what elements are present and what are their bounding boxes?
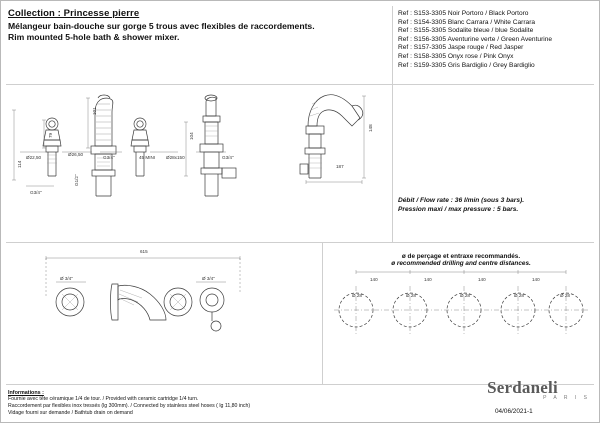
title-english: Rim mounted 5-hole bath & shower mixer. <box>8 32 180 42</box>
reference-item: Ref : S154-3305 Blanc Carrara / White Carrara <box>398 18 536 26</box>
revision-date: 04/06/2021-1 <box>495 408 533 415</box>
dim-plan-d34-2: Ø 3/4" <box>202 276 215 281</box>
reference-item: Ref : S158-3305 Onyx rose / Pink Onyx <box>398 52 514 60</box>
dim-side-height: 148 <box>368 124 373 132</box>
drilling-title-fr: ø de perçage et entraxe recommandés. <box>401 253 521 260</box>
dim-front-handle-small: 79 <box>48 132 53 138</box>
brand-name: Serdaneli <box>487 378 558 397</box>
dim-plan-d34-1: Ø 3/4" <box>60 276 73 281</box>
vertical-divider-main <box>392 84 393 242</box>
dim-d28: Ø28x150 <box>166 155 185 160</box>
dim-drill-hole-1: Ø 28 <box>352 293 362 298</box>
title-block <box>8 8 378 43</box>
reference-list <box>398 10 594 70</box>
dim-g12: G1/2" <box>74 174 79 186</box>
dim-plan-total: 615 <box>140 249 148 254</box>
vertical-divider-header <box>392 6 393 84</box>
dim-g34-a: G3/4" <box>103 155 115 160</box>
dim-drill-space-3: 140 <box>478 277 486 282</box>
dim-g34-b: G3/4" <box>222 155 234 160</box>
dim-d26: Ø26,50 <box>68 152 84 157</box>
information-line: Raccordement par flexibles inox tressés (lg 300mm). / Connected by stainless steel hoses ( lg 11,80 inch) <box>8 403 251 409</box>
dim-drill-space-1: 140 <box>370 277 378 282</box>
dim-side-length: 187 <box>336 164 344 169</box>
dim-drill-hole-4: Ø 28 <box>514 293 524 298</box>
dim-front-spout-height: 101 <box>92 107 97 115</box>
reference-item: Ref : S153-3305 Noir Portoro / Black Portoro <box>398 10 529 17</box>
vertical-divider-lower <box>322 242 323 384</box>
flow-rate-line: Débit / Flow rate : 36 l/min (sous 3 bars). <box>398 197 525 204</box>
dim-drill-space-4: 140 <box>532 277 540 282</box>
dim-drill-space-2: 140 <box>424 277 432 282</box>
dim-drill-hole-2: Ø 28 <box>406 293 416 298</box>
dim-drill-hole-3: Ø 28 <box>460 293 470 298</box>
brand-logo <box>455 378 590 401</box>
dim-d22: Ø22,50 <box>26 155 42 160</box>
dim-d45: 45 MINI <box>139 155 156 160</box>
information-block <box>8 390 338 417</box>
brand-subtitle: P A R I S <box>543 395 590 401</box>
information-title: Informations : <box>8 390 44 396</box>
horizontal-divider-header <box>6 84 594 85</box>
dim-front-left-overall: 114 <box>17 160 22 168</box>
dim-g34-c: G3/4" <box>30 190 42 195</box>
title-french: Mélangeur bain-douche sur gorge 5 trous avec flexibles de raccordements. <box>8 21 315 31</box>
max-pressure-line: Pression maxi / max pressure : 5 bars. <box>398 206 519 213</box>
dim-drill-hole-5: Ø 28 <box>560 293 570 298</box>
dim-front-handle-height: 104 <box>189 132 194 140</box>
flow-rate-block <box>398 196 594 214</box>
information-line: Fournie avec tête céramique 1/4 de tour. / Provided with ceramic cartridge 1/4 turn. <box>8 396 199 402</box>
reference-item: Ref : S159-3305 Gris Bardiglio / Grey Bardiglio <box>398 61 535 69</box>
reference-item: Ref : S156-3305 Aventurine verte / Green Aventurine <box>398 35 553 43</box>
reference-item: Ref : S157-3305 Jaspe rouge / Red Jasper <box>398 44 524 52</box>
reference-item: Ref : S155-3305 Sodalite bleue / blue Sodalite <box>398 27 534 35</box>
collection-label: Collection : Princesse pierre <box>8 8 140 19</box>
horizontal-divider-mid <box>6 242 594 243</box>
drilling-title-block <box>330 253 592 267</box>
drilling-title-en: ø recommended drilling and centre distances. <box>391 260 531 267</box>
information-line: Vidage fourni sur demande / Bathtub drain on demand <box>8 410 133 416</box>
